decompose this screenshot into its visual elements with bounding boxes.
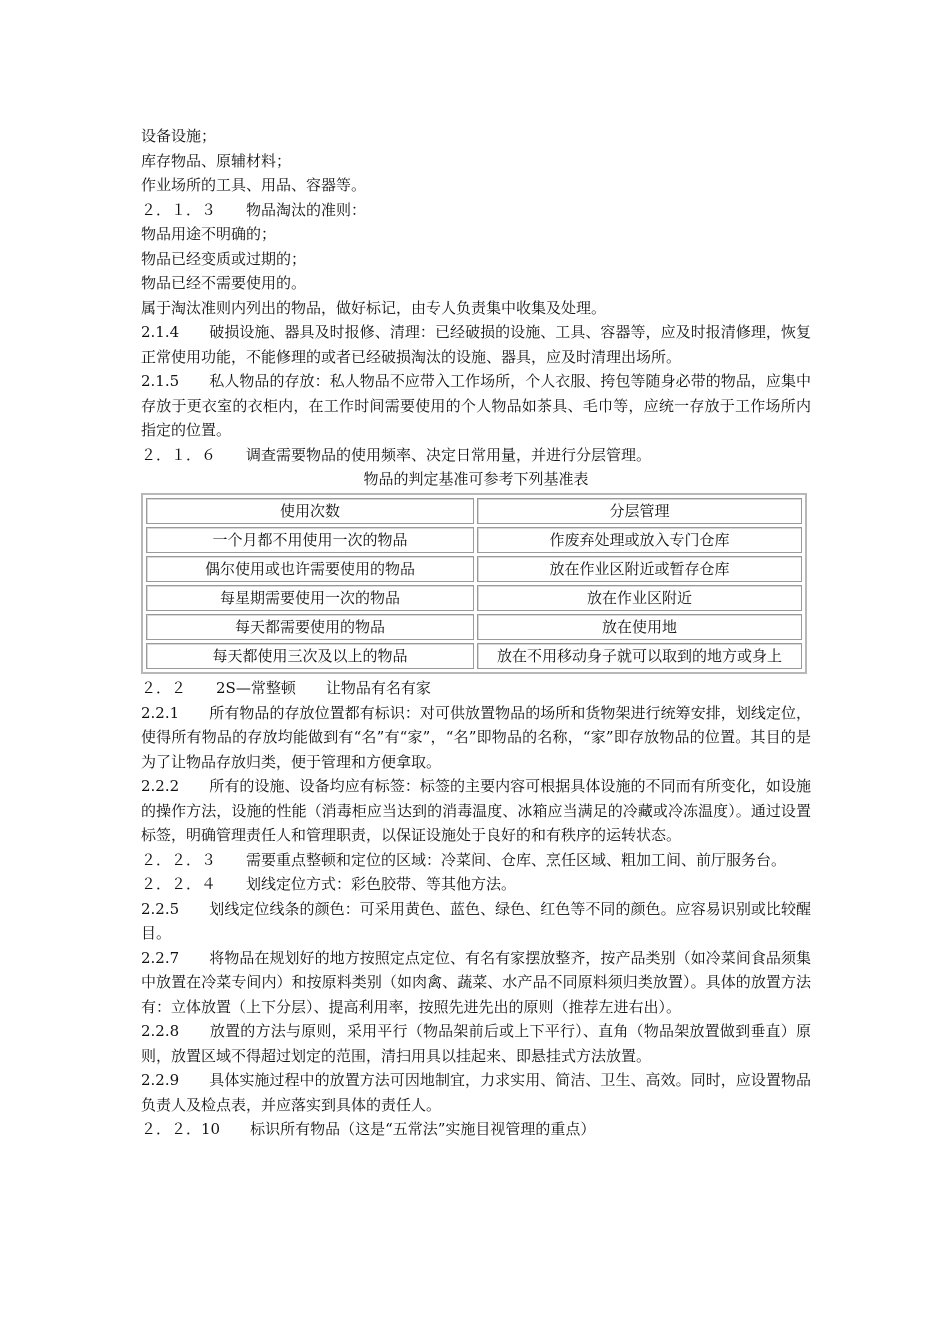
paragraph-2-2-1: 2.2.1 所有物品的存放位置都有标识：对可供放置物品的场所和货物架进行统筹安排，划线定位，使得所有物品的存放均能做到有“名”有“家”，“名”即物品的名称，“家”即存放物品的位置。其目的是为了让物品存放归类，便于管理和方便拿取。 xyxy=(141,703,811,771)
table-cell: 一个月都不用使用一次的物品 xyxy=(146,527,474,553)
table-row xyxy=(146,556,802,582)
table-row xyxy=(146,614,802,640)
paragraph-2-2-8: 2.2.8 放置的方法与原则，采用平行（物品架前后或上下平行）、直角（物品架放置做到垂直）原则，放置区域不得超过划定的范围，清扫用具以挂起来、即悬挂式方法放置。 xyxy=(141,1022,811,1065)
paragraph-2-1-4: 2.1.4 破损设施、器具及时报修、清理：已经破损的设施、工具、容器等，应及时报清修理，恢复正常使用功能，不能修理的或者已经破损淘汰的设施、器具，应及时清理出场所。 xyxy=(141,323,811,366)
paragraph-2-2-9: 2.2.9 具体实施过程中的放置方法可因地制宜，力求实用、简洁、卫生、高效。同时，应设置物品负责人及检点表，并应落实到具体的责任人。 xyxy=(141,1071,811,1114)
document-page xyxy=(141,124,811,1142)
text-line: 作业场所的工具、用品、容器等。 xyxy=(141,176,367,194)
table-row xyxy=(146,643,802,669)
section-heading: ２．１．６ 调查需要物品的使用频率、决定日常用量，并进行分层管理。 xyxy=(141,445,652,464)
table-header-row xyxy=(146,498,802,524)
text-line: 库存物品、原辅材料； xyxy=(141,151,292,170)
table-row xyxy=(146,527,802,553)
table-header-cell: 使用次数 xyxy=(146,498,474,524)
table-header-cell: 分层管理 xyxy=(477,498,802,524)
paragraph-2-1-5: 2.1.5 私人物品的存放：私人物品不应带入工作场所，个人衣服、挎包等随身必带的物品，应集中存放于更衣室的衣柜内，在工作时间需要使用的个人物品如茶具、毛巾等，应统一存放于工作场所内指定的位置。 xyxy=(141,372,811,439)
text-line: 物品用途不明确的； xyxy=(141,225,277,243)
table-cell: 作废弃处理或放入专门仓库 xyxy=(477,527,802,553)
text-line: ２．２．４ 划线定位方式：彩色胶带、等其他方法。 xyxy=(141,875,517,893)
table-cell: 放在作业区附近 xyxy=(477,585,802,611)
text-line: ２．２．３ 需要重点整顿和定位的区域：冷菜间、仓库、烹任区域、粗加工间、前厅服务台。 xyxy=(141,850,787,869)
table-cell: 每天都需要使用的物品 xyxy=(146,614,474,640)
table-cell: 放在不用移动身子就可以取到的地方或身上 xyxy=(477,643,802,669)
text-line: 物品已经不需要使用的。 xyxy=(141,274,307,292)
reference-table xyxy=(141,493,807,674)
text-line: 物品已经变质或过期的； xyxy=(141,249,307,268)
table-cell: 每星期需要使用一次的物品 xyxy=(146,585,474,611)
section-heading: ２．２ 2S—常整顿 让物品有名有家 xyxy=(141,679,431,697)
table-row xyxy=(146,585,802,611)
table-caption: 物品的判定基准可参考下列基准表 xyxy=(363,470,589,488)
table-cell: 偶尔使用或也许需要使用的物品 xyxy=(146,556,474,582)
table-cell: 放在使用地 xyxy=(477,614,802,640)
table-cell: 放在作业区附近或暂存仓库 xyxy=(477,556,802,582)
text-line: 设备设施； xyxy=(141,127,217,145)
table-cell: 每天都使用三次及以上的物品 xyxy=(146,643,474,669)
section-heading: ２．２．10 标识所有物品（这是“五常法”实施目视管理的重点） xyxy=(141,1120,596,1138)
paragraph-2-2-5: 2.2.5 划线定位线条的颜色：可采用黄色、蓝色、绿色、红色等不同的颜色。应容易识别或比较醒目。 xyxy=(141,899,811,942)
text-line: 属于淘汰准则内列出的物品，做好标记，由专人负责集中收集及处理。 xyxy=(141,298,607,317)
paragraph-2-2-7: 2.2.7 将物品在规划好的地方按照定点定位、有名有家摆放整齐，按产品类别（如冷菜间食品须集中放置在冷菜专间内）和按原料类别（如肉禽、蔬菜、水产品不同原料须归类放置）。具体的放置方法有：立体放置（上下分层）、提高利用率，按照先进先出的原则（推荐左进右出）。 xyxy=(141,948,811,1016)
section-heading: ２．１．３ 物品淘汰的准则： xyxy=(141,200,367,219)
paragraph-2-2-2: 2.2.2 所有的设施、设备均应有标签：标签的主要内容可根据具体设施的不同而有所变化，如设施的操作方法，设施的性能（消毒柜应当达到的消毒温度、冰箱应当满足的冷藏或冷冻温度）。通过设置标签，明确管理责任人和管理职责，以保证设施处于良好的和有秩序的运转状态。 xyxy=(141,777,811,844)
